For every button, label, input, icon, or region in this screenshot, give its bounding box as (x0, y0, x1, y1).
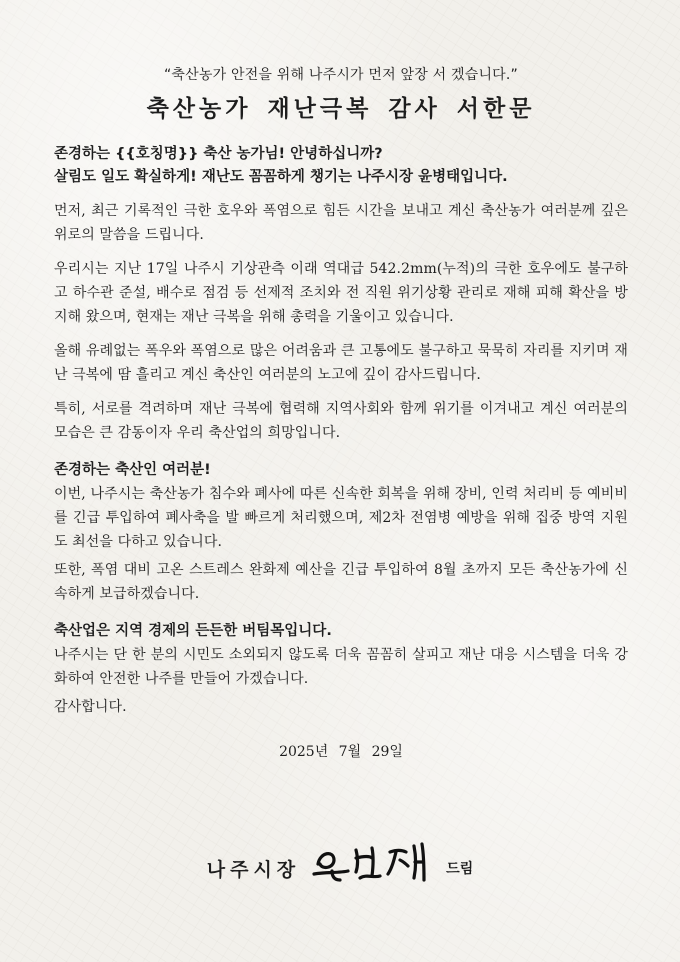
greeting (54, 143, 628, 189)
signer-title: 나주시장 (206, 859, 301, 881)
signature-block (0, 838, 680, 882)
greeting-line-2: 살림도 일도 확실하게! 재난도 꼼꼼하게 챙기는 나주시장 윤병태입니다. (54, 169, 508, 185)
paragraph: 우리시는 지난 17일 나주시 기상관측 이래 역대급 542.2mm(누적)의 극한 호우에도 불구하고 하수관 준설, 배수로 점검 등 선제적 조치와 전 직원 위기상황 관리로 재해 피해 확산을 방지해 왔으며, 현재는 재난 극복을 위해 총력을 기울이고 있습니다. (54, 261, 628, 325)
section-heading: 축산업은 지역 경제의 든든한 버팀목입니다. (54, 623, 332, 639)
closing-word: 드림 (446, 861, 474, 877)
thanks-line: 감사합니다. (54, 699, 127, 715)
letter-date: 2025년 7월 29일 (279, 744, 403, 760)
letter-subtitle: “축산농가 안전을 위해 나주시가 먼저 앞장 서 겠습니다.” (163, 67, 519, 83)
greeting-line-1: 존경하는 {{호칭명}} 축산 농가님! 안녕하십니까? (54, 146, 383, 162)
paragraph: 먼저, 최근 기록적인 극한 호우와 폭염으로 힘든 시간을 보내고 계신 축산농가 여러분께 깊은 위로의 말씀을 드립니다. (54, 203, 628, 243)
paragraph: 이번, 나주시는 축산농가 침수와 폐사에 따른 신속한 회복을 위해 장비, 인력 처리비 등 예비비를 긴급 투입하여 폐사축을 발 빠르게 처리했으며, 제2차 전염병 예방을 위해 집중 방역 지원도 최선을 다하고 있습니다. (54, 486, 628, 550)
handwritten-signature (312, 838, 442, 882)
letter-title: 축산농가 재난극복 감사 서한문 (146, 96, 536, 122)
letter-body (54, 64, 628, 761)
paragraph: 또한, 폭염 대비 고온 스트레스 완화제 예산을 긴급 투입하여 8월 초까지 모든 축산농가에 신속하게 보급하겠습니다. (54, 562, 628, 602)
section-heading: 존경하는 축산인 여러분! (54, 462, 211, 478)
paragraph: 특히, 서로를 격려하며 재난 극복에 협력해 지역사회와 함께 위기를 이겨내고 계신 여러분의 모습은 큰 감동이자 우리 축산업의 희망입니다. (54, 401, 628, 441)
paragraph: 나주시는 단 한 분의 시민도 소외되지 않도록 더욱 꼼꼼히 살피고 재난 대응 시스템을 더욱 강화하여 안전한 나주를 만들어 가겠습니다. (54, 647, 628, 687)
paragraph: 올해 유례없는 폭우와 폭염으로 많은 어려움과 큰 고통에도 불구하고 묵묵히 자리를 지키며 재난 극복에 땀 흘리고 계신 축산인 여러분의 노고에 깊이 감사드립니다. (54, 343, 628, 383)
